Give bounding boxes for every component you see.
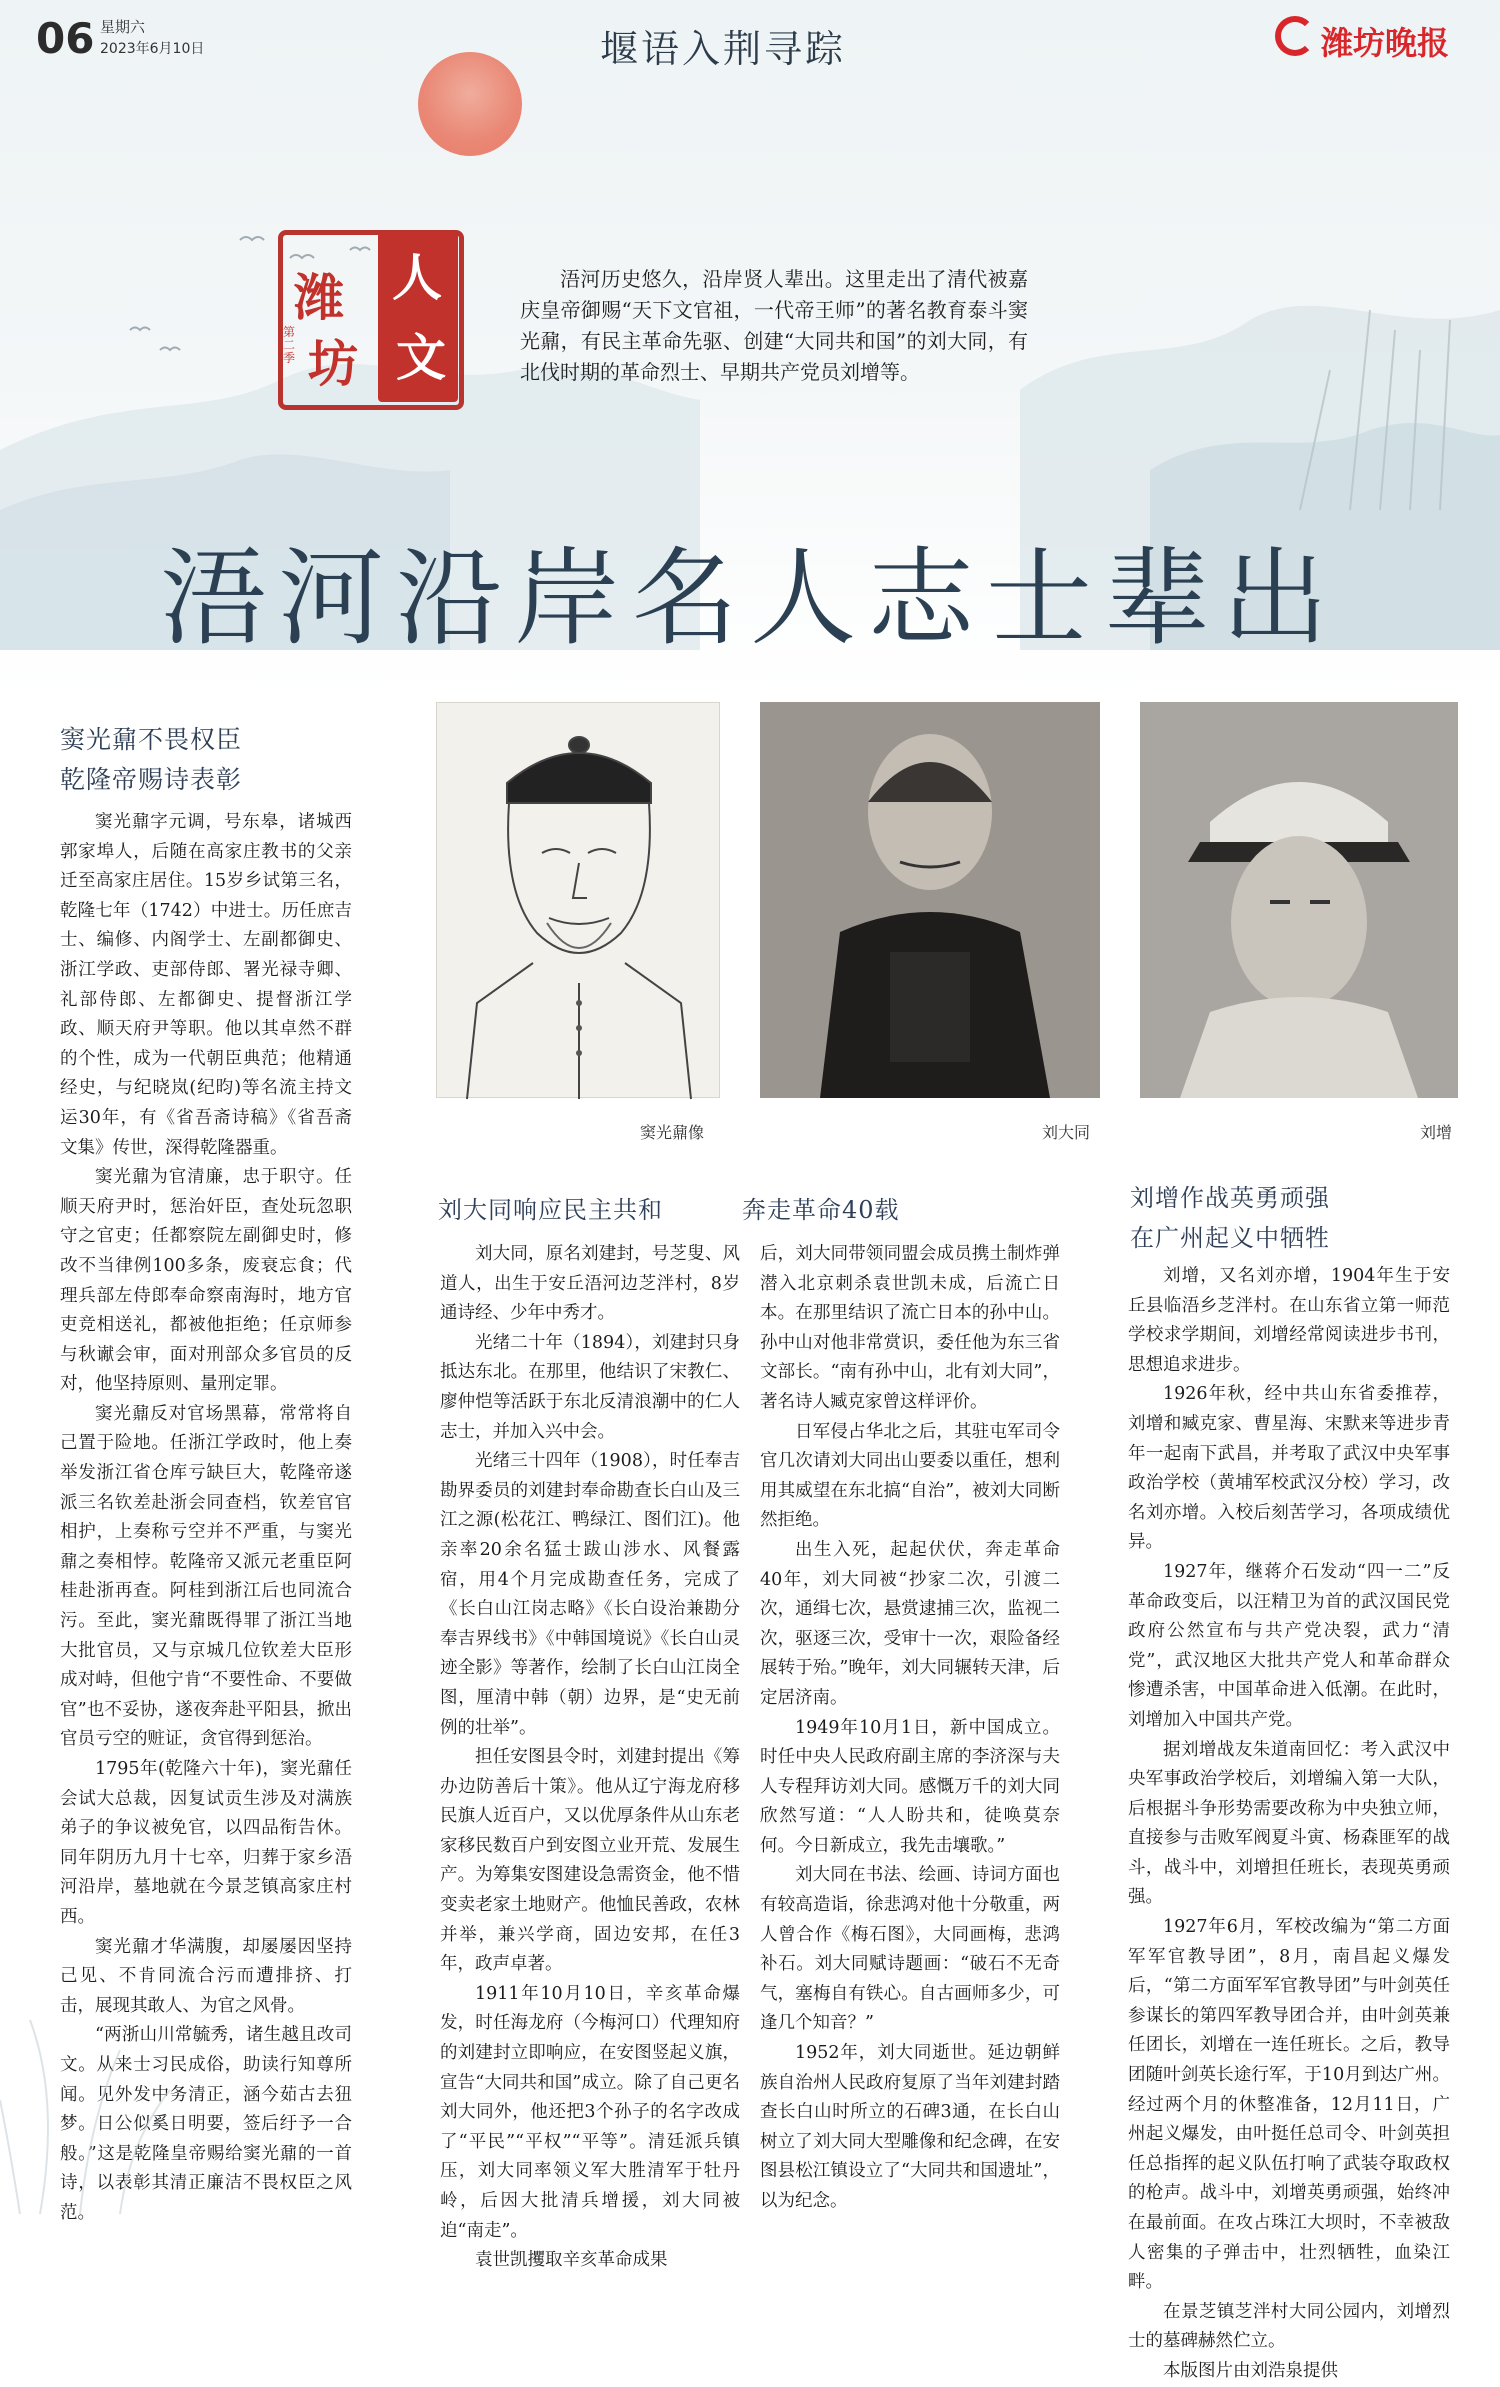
newspaper-name: 潍坊晚报 [1321, 24, 1450, 62]
intro-paragraph: 浯河历史悠久，沿岸贤人辈出。这里走出了清代被嘉庆皇帝御赐“天下文官祖，一代帝王师”的著名教育泰斗窦光鼐，有民主革命先驱、创建“大同共和国”的刘大同，有北伐时期的革命烈士、早期共产党员刘增等。 [520, 267, 1028, 384]
reed-illustration [0, 1900, 420, 2214]
article-heading: 刘增作战英勇顽强 [1130, 1184, 1330, 1212]
article-paragraph: 窦光鼐字元调，号东皋，诸城西郭家埠人，后随在高家庄教书的父亲迁至高家庄居住。15岁乡试第三名，乾隆七年（1742）中进士。历任庶吉士、编修、内阁学士、左副都御史、浙江学政、吏部侍郎、署光禄寺卿、礼部侍郎、左都御史、提督浙江学政、顺天府尹等职。他以其卓然不群的个性，成为一代朝臣典范；他精通经史，与纪晓岚(纪昀)等名流主持文运30年，有《省吾斋诗稿》《省吾斋文集》传世，深得乾隆器重。 [60, 812, 352, 1158]
seal-char: 人 [392, 248, 442, 307]
article-paragraph: 后，刘大同带领同盟会成员携土制炸弹潜入北京刺杀袁世凯未成，后流亡日本。在那里结识了流亡日本的孙中山。孙中山对他非常赏识，委任他为东三省文部长。“南有孙中山，北有刘大同”，著名诗人臧克家曾这样评价。 [760, 1244, 1060, 1412]
logo-mark-icon [1275, 16, 1315, 56]
article-paragraph: 1949年10月1日，新中国成立。时任中央人民政府副主席的李济深与夫人专程拜访刘大同。感慨万千的刘大同欣然写道：“人人盼共和，徒唤莫奈何。今日新成立，我先击壤歌。” [760, 1717, 1060, 1856]
headline: 浯河沿岸名人志士辈出 [160, 537, 1340, 660]
article-paragraph: 在景芝镇芝泮村大同公园内，刘增烈士的墓碑赫然伫立。 [1128, 2301, 1450, 2352]
article-paragraph: 1927年6月，军校改编为“第二方面军军官教导团”，8月，南昌起义爆发后，“第二方面军军官教导团”与叶剑英任参谋长的第四军教导团合并，由叶剑英兼任团长，刘增在一连任班长。之后，教导团随叶剑英长途行军，于10月到达广州。经过两个月的休整准备，12月11日，广州起义爆发，由叶挺任总司令、叶剑英担任总指挥的起义队伍打响了武装夺取政权的枪声。战斗中，刘增英勇顽强，始终冲在最前面。在攻占珠江大坝时，不幸被敌人密集的子弹击中，壮烈牺牲，血染江畔。 [1128, 1917, 1450, 2293]
article-paragraph: 1927年，继蒋介石发动“四一二”反革命政变后，以汪精卫为首的武汉国民党政府公然宣布与共产党决裂，武力“清党”，武汉地区大批共产党人和革命群众惨遭杀害，中国革命进入低潮。在此时，刘增加入中国共产党。 [1128, 1561, 1450, 1730]
seal-char: 潍 [294, 268, 344, 327]
weekday: 星期六 [100, 18, 146, 36]
seal-char: 坊 [308, 334, 358, 393]
article-heading: 窦光鼐不畏权臣 [60, 725, 243, 754]
article-paragraph: 刘大同，原名刘建封，号芝叟、风道人，出生于安丘浯河边芝泮村，8岁通诗经、少年中秀才。 [440, 1244, 740, 1324]
photo-portrait-icon [1140, 702, 1458, 1098]
issue-date: 2023年6月10日 [100, 41, 205, 57]
photo-caption: 刘大同 [1042, 1123, 1091, 1142]
column-seal [278, 230, 464, 410]
seal-season: 第二季 [282, 325, 295, 365]
article-heading: 刘大同响应民主共和 [438, 1196, 663, 1224]
portrait-dou-guangnai [436, 702, 720, 1098]
article-paragraph: 出生入死，起起伏伏，奔走革命40年，刘大同被“抄家二次，引渡二次，通缉七次，悬赏逮捕三次，监视二次，驱逐三次，受审十一次，艰险备经展转于殆。”晚年，刘大同辗转天津，后定居济南。 [760, 1539, 1060, 1708]
article-paragraph: 光绪二十年（1894），刘建封只身抵达东北。在那里，他结识了宋教仁、廖仲恺等活跃于东北反清浪潮中的仁人志士，并加入兴中会。 [440, 1332, 740, 1442]
article-paragraph: 1926年秋，经中共山东省委推荐，刘增和臧克家、曹星海、宋默来等进步青年一起南下武昌，并考取了武汉中央军事政治学校（黄埔军校武汉分校）学习，改名刘亦增。入校后刻苦学习，各项成绩优异。 [1128, 1384, 1450, 1553]
article-paragraph: 窦光鼐反对官场黑幕，常常将自己置于险地。任浙江学政时，他上奏举发浙江省仓库亏缺巨大，乾隆帝遂派三名钦差赴浙会同查档，钦差官官相护，上奏称亏空并不严重，与窦光鼐之奏相悖。乾隆帝又派元老重臣阿桂赴浙再查。阿桂到浙江后也同流合污。至此，窦光鼐既得罪了浙江当地大批官员，又与京城几位钦差大臣形成对峙，但他宁肯“不要性命、不要做官”也不妥协，遂夜奔赴平阳县，掀出官员亏空的赃证，贪官得到惩治。 [60, 1403, 352, 1750]
article-paragraph: 担任安图县令时，刘建封提出《筹办边防善后十策》。他从辽宁海龙府移民旗人近百户，又以优厚条件从山东老家移民数百户到安图立业开荒、发展生产。为筹集安图建设急需资金，他不惜变卖老家土地财产。他恤民善政，农林并举，兼兴学商，固边安邦，在任3年，政声卓著。 [440, 1747, 740, 1975]
photo-credit: 本版图片由刘浩泉提供 [1163, 2360, 1338, 2381]
photo-portrait-icon [760, 702, 1100, 1098]
article-paragraph: 光绪三十四年（1908），时任奉吉勘界委员的刘建封奉命勘查长白山及三江之源(松花江、鸭绿江、图们江)。他亲率20余名猛士跋山涉水、风餐露宿，用4个月完成勘查任务，完成了《长白山江岗志略》《长白设治兼勘分奉吉界线书》《中韩国境说》《长白山灵迹全影》等著作，绘制了长白山江岗全图，厘清中韩（朝）边界，是“史无前例的壮举”。 [440, 1451, 740, 1738]
sketch-portrait-icon [437, 703, 721, 1099]
article-liu-zeng [1128, 1262, 1450, 2387]
article-heading: 在广州起义中牺牲 [1130, 1224, 1330, 1252]
article-paragraph: 窦光鼐才华满腹，却屡屡因坚持己见、不肯同流合污而遭排挤、打击，展现其敢人、为官之风骨。 [60, 1936, 352, 2016]
article-heading: 奔走革命40载 [742, 1196, 900, 1224]
article-paragraph: 刘大同在书法、绘画、诗词方面也有较高造诣，徐悲鸿对他十分敬重，两人曾合作《梅石图》，大同画梅，悲鸿补石。刘大同赋诗题画：“破石不无奇气，塞梅自有铁心。自古画师多少，可逢几个知音？” [760, 1865, 1060, 2034]
article-paragraph: 据刘增战友朱道南回忆：考入武汉中央军事政治学校后，刘增编入第一大队，后根据斗争形势需要改称为中央独立师，直接参与击败军阀夏斗寅、杨森匪军的战斗，战斗中，刘增担任班长，表现英勇顽强。 [1128, 1739, 1450, 1908]
photo-caption: 窦光鼐像 [640, 1123, 705, 1142]
seal-char: 文 [396, 328, 446, 387]
article-paragraph: 1795年(乾隆六十年)，窦光鼐任会试大总裁，因复试贡生涉及对满族弟子的争议被免官，以四品衔告休。同年阴历九月十七卒，归葬于家乡浯河沿岸，墓地就在今景芝镇高家庄村西。 [60, 1759, 352, 1927]
article-paragraph: 1911年10月10日，辛亥革命爆发，时任海龙府（今梅河口）代理知府的刘建封立即响应，在安图竖起义旗，宣告“大同共和国”成立。除了自己更名刘大同外，他还把3个孙子的名字改成了“平民”“平权”“平等”。清廷派兵镇压，刘大同率领义军大胜清军于牡丹岭，后因大批清兵增援，刘大同被迫“南走”。 [440, 1983, 740, 2241]
article-liu-datong-col-a [440, 1240, 740, 2276]
article-paragraph: 袁世凯攫取辛亥革命成果 [475, 2250, 668, 2271]
photo-liu-datong [760, 702, 1100, 1098]
page-number: 06 [36, 14, 95, 63]
article-paragraph: 1952年，刘大同逝世。延边朝鲜族自治州人民政府复原了当年刘建封踏查长白山时所立的石碑3通，在长白山树立了刘大同大型雕像和纪念碑，在安图县松江镇设立了“大同共和国遗址”，以为纪念。 [760, 2043, 1060, 2211]
article-heading: 乾隆帝赐诗表彰 [60, 765, 243, 794]
article-paragraph: “两浙山川常毓秀，诸生越且改司文。从来士习民成俗，助读行知尊所闻。见外发中务清正，涵今茹古去狃梦。日公似奚日明要，签后纡予一合般。”这是乾隆皇帝赐给窦光鼐的一首诗，以表彰其清正廉洁不畏权臣之风范。 [60, 2025, 352, 2223]
photo-liu-zeng [1140, 702, 1458, 1098]
article-liu-datong-col-b [760, 1240, 1060, 2217]
section-title: 堰语入荆寻踪 [600, 27, 847, 71]
article-paragraph: 刘增，又名刘亦增，1904年生于安丘县临浯乡芝泮村。在山东省立第一师范学校求学期间，刘增经常阅读进步书刊，思想追求进步。 [1128, 1266, 1450, 1375]
article-paragraph: 日军侵占华北之后，其驻屯军司令官几次请刘大同出山要委以重任，想利用其威望在东北搞“自治”，被刘大同断然拒绝。 [760, 1421, 1060, 1531]
article-paragraph: 窦光鼐为官清廉，忠于职守。任顺天府尹时，惩治奸臣，查处玩忽职守之官吏；任都察院左副御史时，修改不当律例100多条，废衰忘食；代理兵部左侍郎奉命察南海时，地方官吏竞相送礼，都被他拒绝；任京师参与秋谳会审，面对刑部众多官员的反对，他坚持原则、量刑定罪。 [60, 1167, 352, 1395]
newspaper-logo [1275, 14, 1485, 60]
photo-caption: 刘增 [1420, 1123, 1453, 1142]
article-heading-block [1130, 1178, 1330, 1258]
